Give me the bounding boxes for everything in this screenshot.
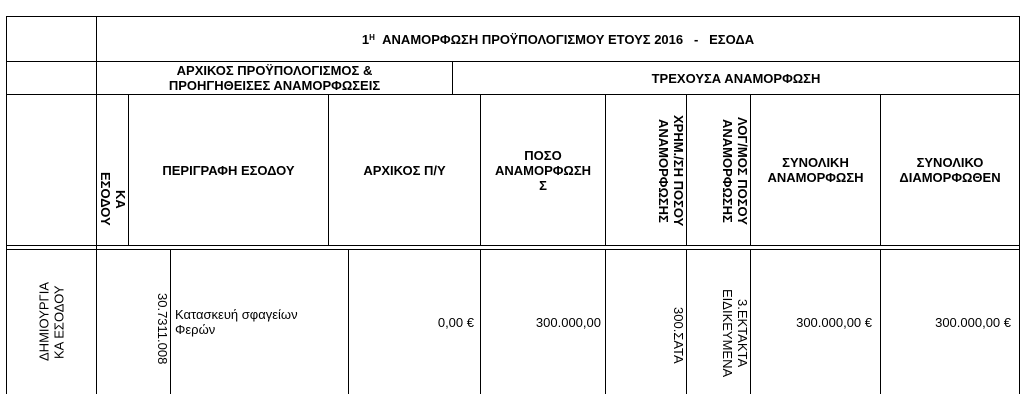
col-header-total-amendment: ΣΥΝΟΛΙΚΗ ΑΝΑΜΟΡΦΩΣΗ — [767, 155, 864, 185]
table-title — [97, 17, 1019, 61]
col-header-financing: ΧΡΗΜ./ΣΗ ΠΟΣΟΥ ΑΝΑΜΟΡΦΩΣΗΣ — [656, 115, 686, 227]
border-header-bottom-1 — [6, 245, 1020, 246]
col-header-accounting: ΛΟΓ/ΜΟΣ ΠΟΣΟΥ ΑΝΑΜΟΡΦΩΣΗΣ — [720, 117, 750, 225]
col-header-description: ΠΕΡΙΓΡΑΦΗ ΕΣΟΔΟΥ — [162, 162, 295, 178]
row-description: Κατασκευή σφαγείων Φερών — [175, 307, 298, 337]
row-total-amended: 300.000,00 € — [935, 314, 1011, 330]
group-current-amendment: ΤΡΕΧΟΥΣΑ ΑΝΑΜΟΡΦΩΣΗ — [651, 70, 821, 86]
row-accounting: 3.ΕΚΤΑΚΤΑ ΕΙΔΙΚΕΥΜΕΝΑ — [720, 288, 750, 378]
col-header-ka: ΚΑ ΕΣΟΔΟΥ — [98, 172, 128, 226]
row-initial-budget: 0,00 € — [437, 314, 474, 330]
border-right — [1019, 16, 1020, 394]
title-text: ΑΝΑΜΟΡΦΩΣΗ ΠΡΟΫΠΟΛΟΓΙΣΜΟΥ ΕΤΟΥΣ 2016 - ΕΣΟΔΑ — [382, 31, 755, 47]
row-total-amendment: 300.000,00 € — [796, 314, 872, 330]
row-action: ΔΗΜΙΟΥΡΓΙΑ ΚΑ ΕΣΟΔΟΥ — [36, 282, 67, 362]
col-header-amount: ΠΟΣΟ ΑΝΑΜΟΡΦΩΣΗ Σ — [494, 147, 592, 193]
row-ka: 30.7311.008 — [155, 293, 170, 365]
title-superscript: Η — [369, 32, 375, 42]
col-header-total-amended: ΣΥΝΟΛΙΚΟ ΔΙΑΜΟΡΦΩΘΕΝ — [899, 155, 1001, 185]
title-ordinal: 1 — [361, 31, 370, 47]
col-header-initial-budget: ΑΡΧΙΚΟΣ Π/Υ — [363, 162, 446, 178]
row-financing: 300.ΣΑΤΑ — [671, 306, 686, 364]
row-amount: 300.000,00 — [535, 314, 601, 330]
group-original-budget: ΑΡΧΙΚΟΣ ΠΡΟΫΠΟΛΟΓΙΣΜΟΣ & ΠΡΟΗΓΗΘΕΙΣΕΣ ΑΝΑΜΟΡΦΩΣΕΙΣ — [168, 63, 381, 93]
